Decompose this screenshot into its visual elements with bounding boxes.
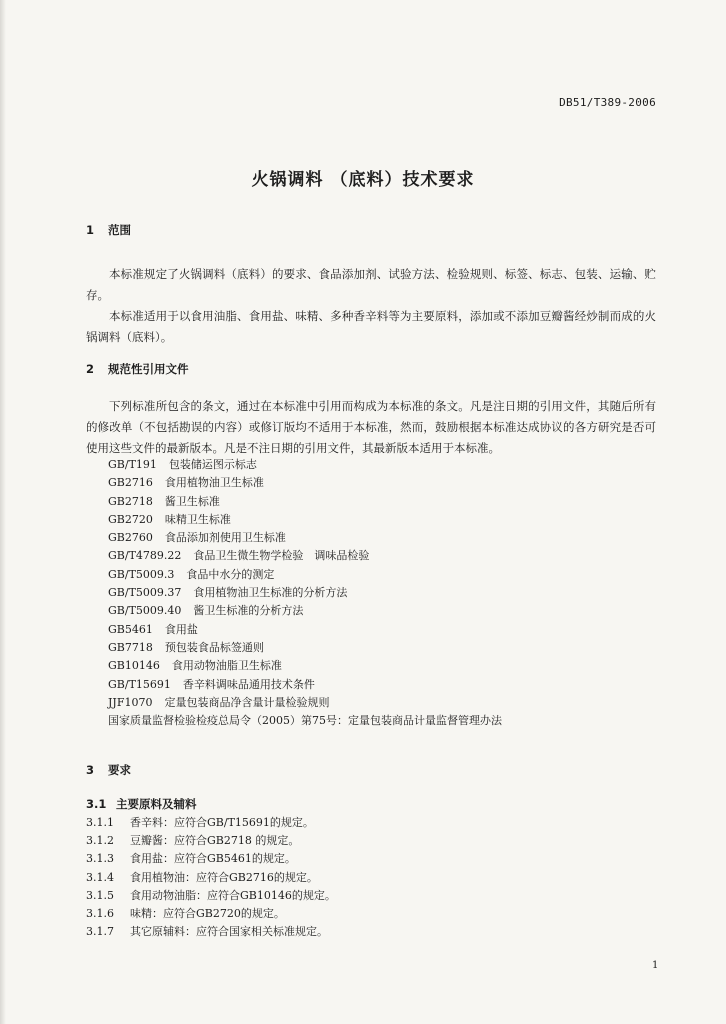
page-number: 1 (652, 960, 659, 971)
standard-number: DB51/T389-2006 (559, 96, 656, 109)
reference-item: GB7718 预包装食品标签通则 (108, 640, 264, 654)
scope-paragraph-1: 本标准规定了火锅调料（底料）的要求、食品添加剂、试验方法、检验规则、标签、标志、包装、运输、贮存。 (86, 267, 656, 302)
reference-item: GB10146 食用动物油脂卫生标准 (108, 659, 282, 673)
requirement-list (86, 814, 336, 941)
reference-item: GB/T5009.40 酱卫生标准的分析方法 (108, 604, 304, 618)
section-2-heading (86, 361, 189, 377)
requirement-item: 3.1.3 食用盐：应符合GB5461的规定。 (86, 852, 296, 866)
reference-list (108, 456, 502, 730)
section-number: 1 (86, 223, 95, 237)
requirement-item: 3.1.1 香辛料：应符合GB/T15691的规定。 (86, 816, 314, 829)
subsection-number: 3.1 (86, 797, 107, 811)
reference-item: GB/T5009.37 食用植物油卫生标准的分析方法 (108, 586, 348, 600)
section-number: 3 (86, 763, 95, 777)
section-number: 2 (86, 362, 95, 376)
reference-item: GB2718 酱卫生标准 (108, 494, 220, 508)
scan-edge-shadow (0, 0, 6, 1024)
section-title: 要求 (108, 763, 131, 777)
scope-paragraph-2: 本标准适用于以食用油脂、食用盐、味精、多种香辛料等为主要原料，添加或不添加豆瓣酱经炒制而成的火锅调料（底料）。 (86, 309, 656, 344)
subsection-title: 主要原料及辅料 (116, 797, 197, 811)
requirement-item: 3.1.6 味精：应符合GB2720的规定。 (86, 906, 285, 920)
reference-item: GB5461 食用盐 (108, 622, 198, 636)
reference-item: JJF1070 定量包装商品净含量计量检验规则 (108, 695, 330, 709)
reference-item: GB/T4789.22 食品卫生微生物学检验 调味品检验 (108, 549, 370, 563)
requirement-item: 3.1.7 其它原辅料：应符合国家相关标准规定。 (86, 925, 328, 939)
reference-item: GB2716 食用植物油卫生标准 (108, 476, 264, 490)
requirement-item: 3.1.4 食用植物油：应符合GB2716的规定。 (86, 870, 318, 884)
subsection-3-1-heading (86, 796, 197, 812)
section-3-heading (86, 762, 131, 778)
reference-item: GB/T5009.3 食品中水分的测定 (108, 567, 275, 581)
reference-item: GB/T191 包装储运图示标志 (108, 458, 257, 471)
section-1-heading (86, 222, 131, 238)
section-title: 规范性引用文件 (108, 362, 189, 376)
references-intro-paragraph: 下列标准所包含的条文，通过在本标准中引用而构成为本标准的条文。凡是注日期的引用文件，其随后所有的修改单（不包括勘误的内容）或修订版均不适用于本标准，然而，鼓励根据本标准达成协议的各方研究是否可使用这些文件的最新版本。凡是不注日期的引用文件，其最新版本适用于本标准。 (86, 399, 656, 455)
requirement-item: 3.1.2 豆瓣酱：应符合GB2718 的规定。 (86, 834, 300, 848)
document-title: 火锅调料 （底料）技术要求 (251, 170, 475, 190)
reference-item: 国家质量监督检验检疫总局令（2005）第75号：定量包装商品计量监督管理办法 (108, 714, 502, 728)
reference-item: GB/T15691 香辛料调味品通用技术条件 (108, 677, 315, 691)
reference-item: GB2760 食品添加剂使用卫生标准 (108, 531, 286, 545)
reference-item: GB2720 味精卫生标准 (108, 512, 231, 526)
section-title: 范围 (108, 223, 131, 237)
requirement-item: 3.1.5 食用动物油脂：应符合GB10146的规定。 (86, 888, 336, 902)
